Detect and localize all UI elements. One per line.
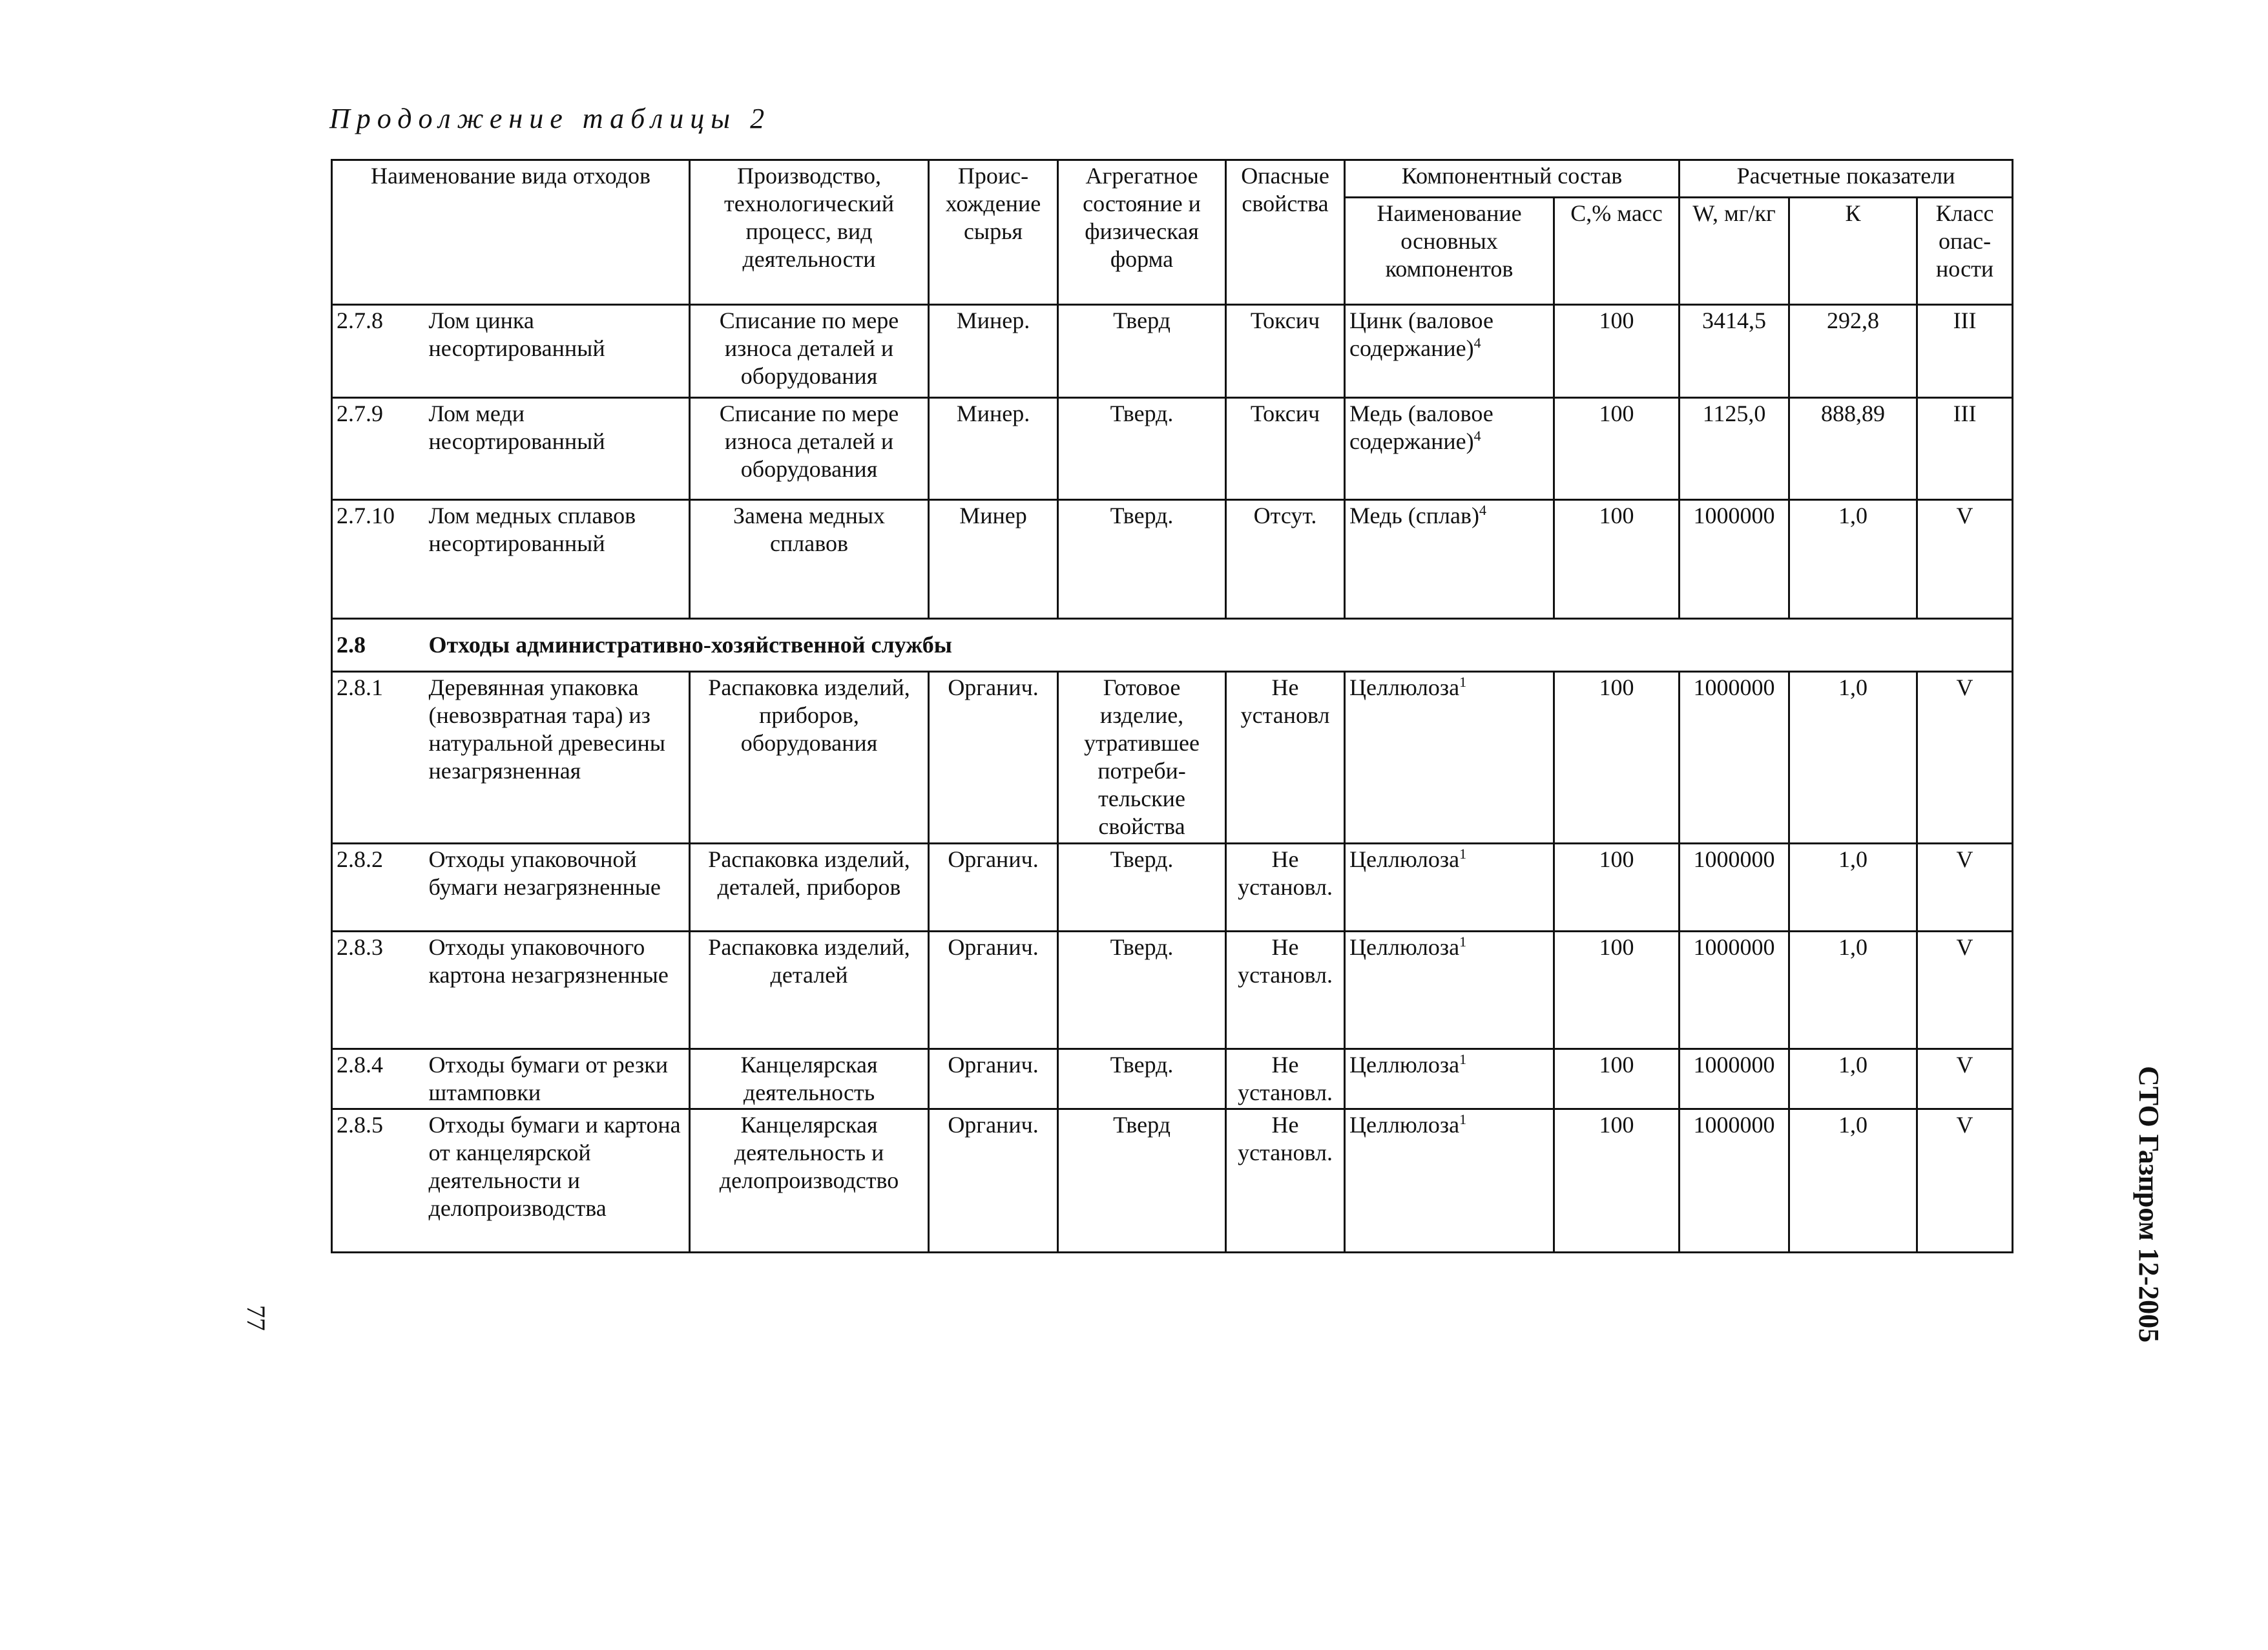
row-w: 1000000 [1680,1049,1789,1109]
row-production: Распаковка изделий, деталей, приборов [690,844,929,932]
table-row [332,844,2013,932]
row-c: 100 [1554,672,1680,844]
section-title: Отходы административно-хозяйственной службы [425,619,2013,672]
row-name: Лом медных сплавов несортированный [425,500,690,619]
header-name: Наименование вида отходов [332,160,690,305]
row-hazard: Не установл. [1226,844,1345,932]
row-production: Распаковка изделий, деталей [690,932,929,1049]
row-class: V [1917,1109,2013,1253]
row-class: V [1917,932,2013,1049]
header-state: Агрегатное состояние и физическая форма [1058,160,1226,305]
page-number: 77 [242,1305,271,1331]
row-origin: Минер [929,500,1058,619]
row-number: 2.8.3 [332,932,425,1049]
row-w: 1000000 [1680,1109,1789,1253]
row-hazard: Токсич [1226,305,1345,398]
header-calc-group: Расчетные показатели [1680,160,2013,198]
header-class: Класс опас-ности [1917,198,2013,305]
row-state: Тверд. [1058,932,1226,1049]
row-production: Распаковка изделий, приборов, оборудования [690,672,929,844]
row-name: Деревянная упаковка (невозвратная тара) из натуральной древесины незагрязненная [425,672,690,844]
row-origin: Органич. [929,1049,1058,1109]
row-origin: Органич. [929,844,1058,932]
row-hazard: Токсич [1226,398,1345,500]
row-component: Целлюлоза$^1$ [1345,844,1554,932]
table-caption: Продолжение таблицы 2 [329,103,771,134]
row-c: 100 [1554,398,1680,500]
row-k: 1,0 [1789,1109,1917,1253]
header-hazard: Опасные свойства [1226,160,1345,305]
row-class: V [1917,844,2013,932]
row-component: Цинк (валовое содержание)$^4$ [1345,305,1554,398]
row-state: Готовое изделие, утратившее потреби-тельские свойства [1058,672,1226,844]
row-production: Канцелярская деятельность и делопроизводство [690,1109,929,1253]
header-k: К [1789,198,1917,305]
row-component: Целлюлоза$^1$ [1345,932,1554,1049]
row-w: 1000000 [1680,844,1789,932]
row-class: V [1917,500,2013,619]
row-state: Тверд. [1058,500,1226,619]
header-c: С,% масс [1554,198,1680,305]
row-state: Тверд. [1058,844,1226,932]
row-name: Лом меди несортированный [425,398,690,500]
row-number: 2.7.8 [332,305,425,398]
row-production: Списание по мере износа деталей и оборудования [690,305,929,398]
row-component: Медь (сплав)$^4$ [1345,500,1554,619]
row-origin: Органич. [929,672,1058,844]
row-name: Отходы бумаги от резки штамповки [425,1049,690,1109]
row-origin: Органич. [929,932,1058,1049]
row-hazard: Не установл. [1226,1049,1345,1109]
row-component: Целлюлоза$^1$ [1345,1049,1554,1109]
row-c: 100 [1554,1109,1680,1253]
row-c: 100 [1554,500,1680,619]
row-k: 1,0 [1789,500,1917,619]
row-k: 1,0 [1789,1049,1917,1109]
header-row-1 [332,160,2013,198]
row-w: 1125,0 [1680,398,1789,500]
row-w: 3414,5 [1680,305,1789,398]
row-c: 100 [1554,844,1680,932]
row-w: 1000000 [1680,672,1789,844]
row-component: Целлюлоза$^1$ [1345,672,1554,844]
row-hazard: Не установл. [1226,932,1345,1049]
row-k: 888,89 [1789,398,1917,500]
header-w: W, мг/кг [1680,198,1789,305]
section-row [332,619,2013,672]
row-k: 1,0 [1789,932,1917,1049]
table-row [332,1109,2013,1253]
row-number: 2.7.9 [332,398,425,500]
header-component-name: Наименование основных компонентов [1345,198,1554,305]
document-code: СТО Газпром 12-2005 [2133,1066,2165,1343]
row-origin: Минер. [929,305,1058,398]
row-component: Медь (валовое содержание)$^4$ [1345,398,1554,500]
row-k: 292,8 [1789,305,1917,398]
row-c: 100 [1554,1049,1680,1109]
header-origin: Проис-хождение сырья [929,160,1058,305]
row-hazard: Не установл. [1226,1109,1345,1253]
row-class: V [1917,672,2013,844]
row-state: Тверд [1058,305,1226,398]
row-class: III [1917,305,2013,398]
section-number: 2.8 [332,619,425,672]
row-class: V [1917,1049,2013,1109]
row-name: Отходы упаковочной бумаги незагрязненные [425,844,690,932]
table-row [332,305,2013,398]
table-row [332,1049,2013,1109]
row-origin: Органич. [929,1109,1058,1253]
row-state: Тверд [1058,1109,1226,1253]
waste-table [331,159,2013,1253]
row-name: Отходы упаковочного картона незагрязненные [425,932,690,1049]
row-name: Отходы бумаги и картона от канцелярской деятельности и делопроизводства [425,1109,690,1253]
row-w: 1000000 [1680,932,1789,1049]
row-w: 1000000 [1680,500,1789,619]
table-row [332,398,2013,500]
row-number: 2.8.4 [332,1049,425,1109]
row-hazard: Отсут. [1226,500,1345,619]
row-component: Целлюлоза$^1$ [1345,1109,1554,1253]
row-production: Канцелярская деятельность [690,1049,929,1109]
row-number: 2.8.2 [332,844,425,932]
header-component-group: Компонентный состав [1345,160,1680,198]
table-row [332,500,2013,619]
row-origin: Минер. [929,398,1058,500]
row-production: Замена медных сплавов [690,500,929,619]
row-c: 100 [1554,305,1680,398]
row-hazard: Не установл [1226,672,1345,844]
row-number: 2.8.5 [332,1109,425,1253]
row-state: Тверд. [1058,398,1226,500]
row-k: 1,0 [1789,672,1917,844]
row-production: Списание по мере износа деталей и оборудования [690,398,929,500]
header-production: Производство, технологический процесс, вид деятельности [690,160,929,305]
row-number: 2.7.10 [332,500,425,619]
row-class: III [1917,398,2013,500]
row-name: Лом цинка несортированный [425,305,690,398]
row-state: Тверд. [1058,1049,1226,1109]
row-number: 2.8.1 [332,672,425,844]
table-row [332,672,2013,844]
row-k: 1,0 [1789,844,1917,932]
table-row [332,932,2013,1049]
row-c: 100 [1554,932,1680,1049]
